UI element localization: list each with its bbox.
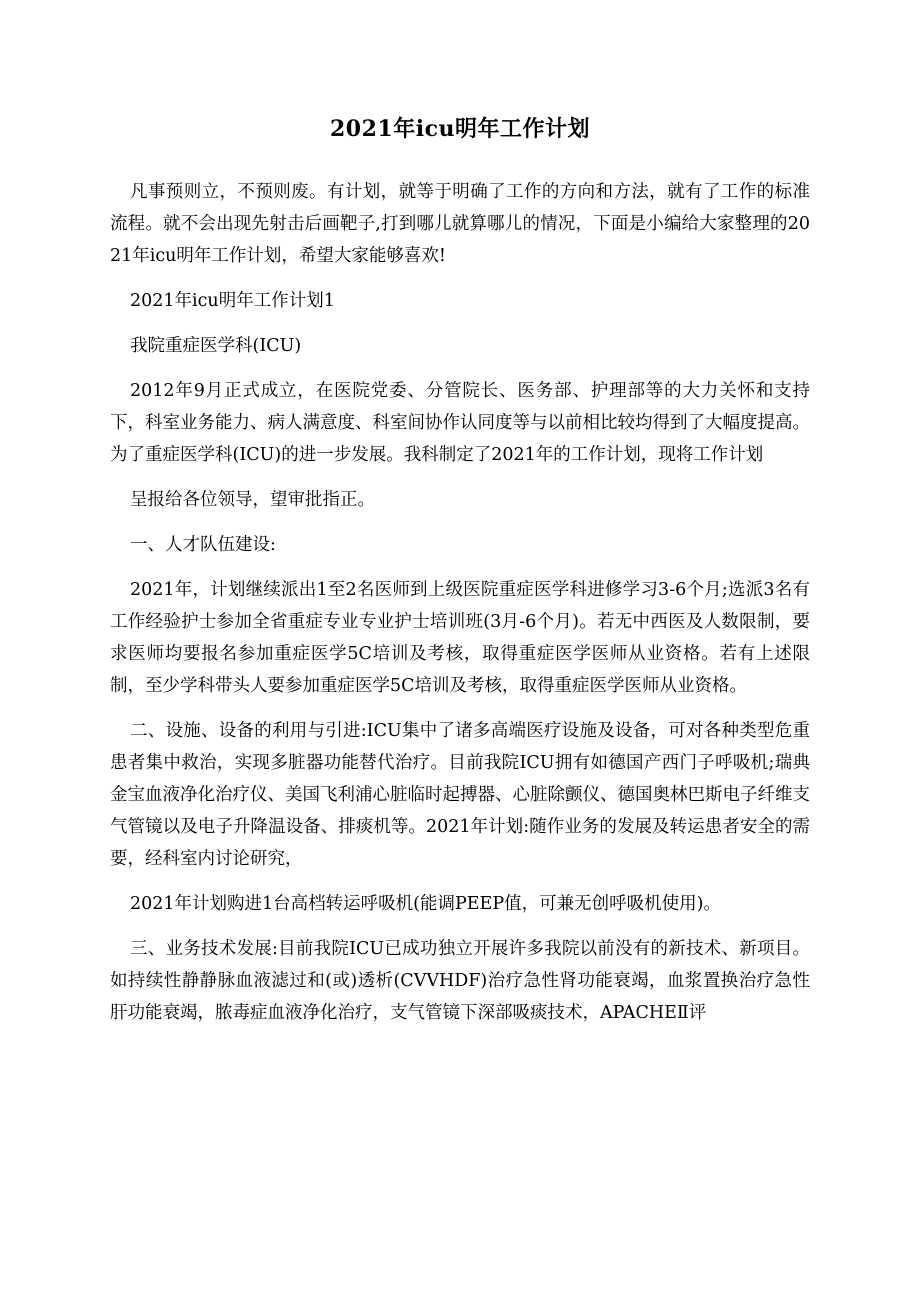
background-paragraph: 2012年9月正式成立，在医院党委、分管院长、医务部、护理部等的大力关怀和支持下，科室业务能力、病人满意度、科室间协作认同度等与以前相比较均得到了大幅度提高。为了重症医学科(ICU)的进一步发展。我科制定了2021年的工作计划，现将工作计划 [110, 381, 810, 465]
intro-paragraph: 凡事预则立，不预则废。有计划，就等于明确了工作的方向和方法，就有了工作的标准流程。就不会出现先射击后画靶子,打到哪儿就算哪儿的情况，下面是小编给大家整理的2021年icu明年工作计划，希望大家能够喜欢! [110, 182, 810, 266]
section-heading: 2021年icu明年工作计划1 [130, 291, 335, 311]
talent-heading: 一、人才队伍建设: [130, 535, 276, 555]
document-body [110, 176, 810, 1042]
purchase-line: 2021年计划购进1台高档转运呼吸机(能调PEEP值，可兼无创呼吸机使用)。 [130, 894, 721, 914]
department-line: 我院重症医学科(ICU) [130, 336, 302, 356]
document-title: 2021年icu明年工作计划 [330, 116, 590, 142]
submission-line: 呈报给各位领导，望审批指正。 [130, 490, 375, 510]
talent-paragraph: 2021年，计划继续派出1至2名医师到上级医院重症医学科进修学习3-6个月;选派3名有工作经验护士参加全省重症专业专业护士培训班(3月-6个月)。若无中西医及人数限制，要求医师均要报名参加重症医学5C培训及考核，取得重症医学医师从业资格。若有上述限制，至少学科带头人要参加重症医学5C培训及考核，取得重症医学医师从业资格。 [110, 580, 810, 696]
equipment-paragraph: 二、设施、设备的利用与引进:ICU集中了诸多高端医疗设施及设备，可对各种类型危重患者集中救治，实现多脏器功能替代治疗。目前我院ICU拥有如德国产西门子呼吸机;瑞典金宝血液净化治疗仪、美国飞利浦心脏临时起搏器、心脏除颤仪、德国奥林巴斯电子纤维支气管镜以及电子升降温设备、排痰机等。2021年计划:随作业务的发展及转运患者安全的需要，经科室内讨论研究， [110, 721, 810, 869]
technology-paragraph: 三、业务技术发展:目前我院ICU已成功独立开展许多我院以前没有的新技术、新项目。如持续性静静脉血液滤过和(或)透析(CVVHDF)治疗急性肾功能衰竭，血浆置换治疗急性肝功能衰竭，脓毒症血液净化治疗，支气管镜下深部吸痰技术，APACHEⅡ评 [110, 939, 810, 1023]
